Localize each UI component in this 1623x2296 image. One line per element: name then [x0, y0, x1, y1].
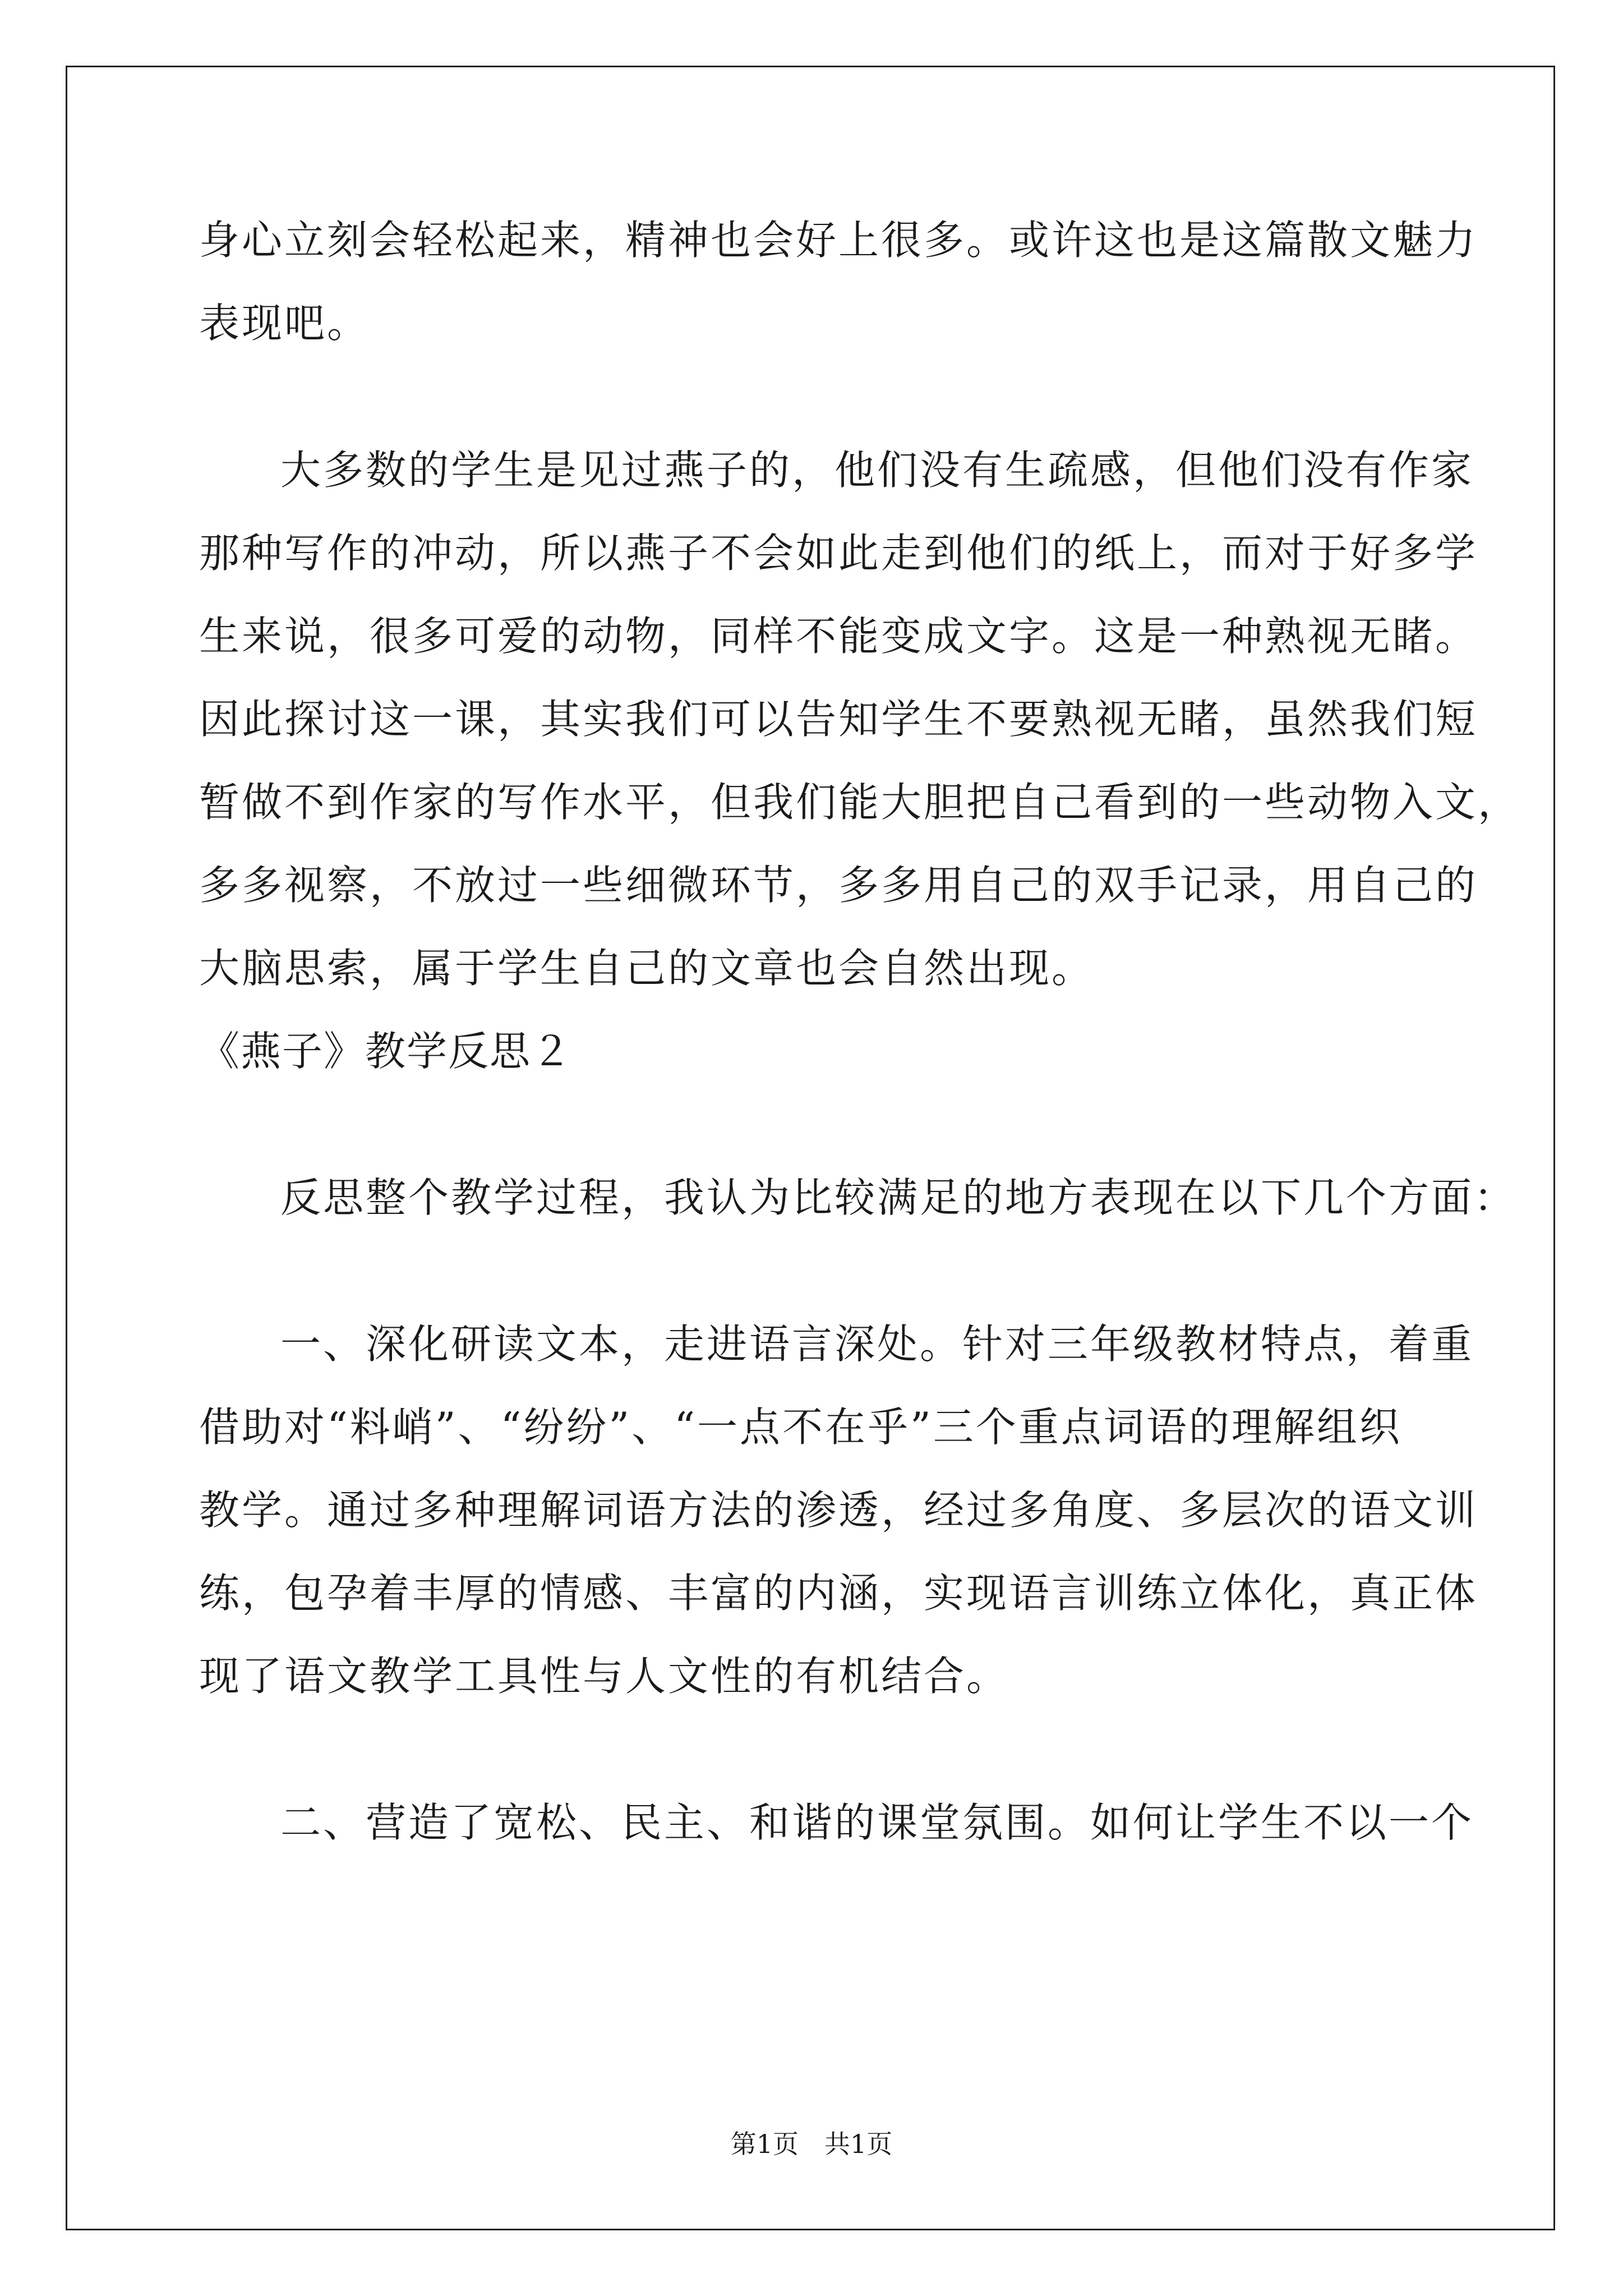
paragraph-start-line: 二、营造了宽松、民主、和谐的课堂氛围。如何让学生不以一个	[280, 1799, 1474, 1846]
page-footer: 第1页 共1页	[730, 2129, 893, 2159]
body-line: 借助对“料峭”、“纷纷”、“一点不在乎”三个重点词语的理解组织	[199, 1404, 1402, 1451]
section-heading: 《燕子》教学反思２	[199, 1028, 573, 1075]
body-line: 生来说，很多可爱的动物，同样不能变成文字。这是一种熟视无睹。	[199, 613, 1478, 660]
body-line: 暂做不到作家的写作水平，但我们能大胆把自己看到的一些动物入文，	[199, 779, 1521, 826]
paragraph-start-line: 反思整个教学过程，我认为比较满足的地方表现在以下几个方面：	[280, 1174, 1517, 1221]
body-line: 表现吧。	[199, 300, 370, 347]
body-line: 那种写作的冲动，所以燕子不会如此走到他们的纸上，而对于好多学	[199, 530, 1478, 577]
body-line: 身心立刻会轻松起来，精神也会好上很多。或许这也是这篇散文魅力	[199, 217, 1478, 264]
paragraph-start-line: 一、深化研读文本，走进语言深处。针对三年级教材特点，着重	[280, 1320, 1474, 1368]
body-line: 练，包孕着丰厚的情感、丰富的内涵，实现语言训练立体化，真正体	[199, 1570, 1478, 1617]
body-line: 多多视察，不放过一些细微环节，多多用自己的双手记录，用自己的	[199, 862, 1478, 909]
page-frame	[66, 66, 1555, 2230]
body-line: 因此探讨这一课，其实我们可以告知学生不要熟视无睹，虽然我们短	[199, 696, 1478, 743]
body-line: 现了语文教学工具性与人文性的有机结合。	[199, 1653, 1009, 1700]
paragraph-start-line: 大多数的学生是见过燕子的，他们没有生疏感，但他们没有作家	[280, 447, 1474, 494]
body-line: 大脑思索，属于学生自己的文章也会自然出现。	[199, 945, 1095, 992]
body-line: 教学。通过多种理解词语方法的渗透，经过多角度、多层次的语文训	[199, 1487, 1478, 1534]
